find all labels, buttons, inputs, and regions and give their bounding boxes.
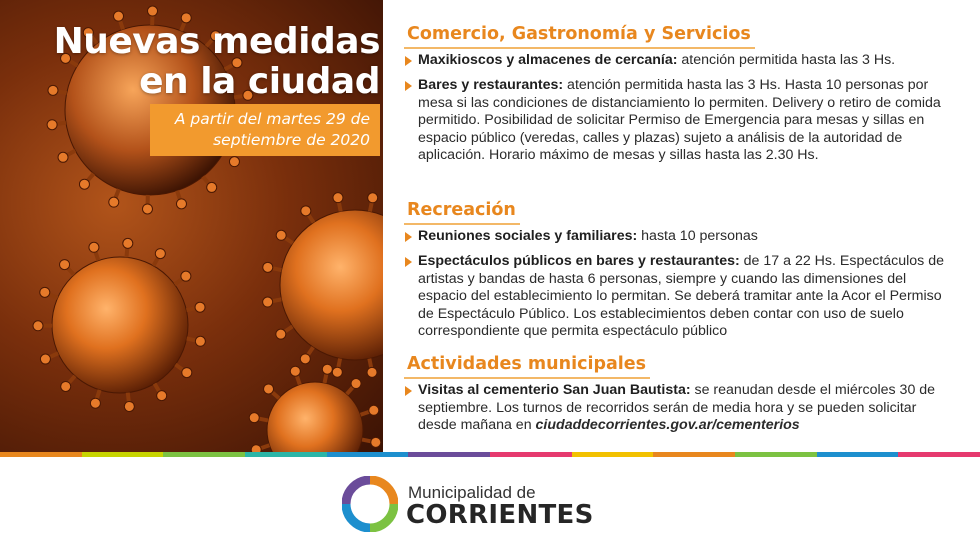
item-heading: Maxikioscos y almacenes de cercanía: xyxy=(418,52,678,68)
virus-spike-tip xyxy=(263,297,273,307)
color-stripe-segment xyxy=(82,452,164,457)
virus-spike-tip xyxy=(249,413,259,423)
color-stripe xyxy=(0,452,980,457)
virus-spike-tip xyxy=(109,197,119,207)
virus-spike-tip xyxy=(89,242,99,252)
item-text: de 17 a 22 Hs. Espectáculos de artistas y bandas de hasta 6 personas, siempre y cuando las dimensiones del espacio del establecimiento lo permitan. Se deberá tramitar ante la Acor el Permiso de Espectáculo Público. Los establecimientos deben contar con uso de suelo correspondiente que permita espectáculo público xyxy=(418,253,944,340)
color-stripe-segment xyxy=(0,452,82,457)
color-stripe-segment xyxy=(245,452,327,457)
virus-spike-tip xyxy=(181,271,191,281)
list-item xyxy=(404,253,956,341)
bullet-arrow-icon xyxy=(405,56,412,66)
color-stripe-segment xyxy=(408,452,490,457)
virus-spike-tip xyxy=(114,11,124,21)
color-stripe-segment xyxy=(163,452,245,457)
color-stripe-segment xyxy=(735,452,817,457)
virus-spike-tip xyxy=(251,445,261,452)
virus-spike-tip xyxy=(61,381,71,391)
virus-spike-tip xyxy=(157,391,167,401)
virus-spike-tip xyxy=(290,366,300,376)
virus-spike-tip xyxy=(276,329,286,339)
color-stripe-segment xyxy=(572,452,654,457)
color-stripe-segment xyxy=(327,452,409,457)
municipality-logo xyxy=(342,474,622,534)
virus-spike-tip xyxy=(371,437,381,447)
virus-spike-tip xyxy=(40,287,50,297)
list-item xyxy=(404,382,956,435)
section-title-comercio: Comercio, Gastronomía y Servicios xyxy=(404,21,755,49)
virus-spike-tip xyxy=(155,249,165,259)
virus-spike-tip xyxy=(40,354,50,364)
bullet-arrow-icon xyxy=(405,257,412,267)
virus-spike-tip xyxy=(60,260,70,270)
virus-spike-tip xyxy=(263,262,273,272)
virus-spike-tip xyxy=(195,302,205,312)
item-heading: Visitas al cementerio San Juan Bautista: xyxy=(418,382,691,398)
bullet-arrow-icon xyxy=(405,386,412,396)
virus-spike-tip xyxy=(195,336,205,346)
virus-spike-tip xyxy=(176,199,186,209)
hero-title xyxy=(20,22,380,102)
item-heading: Reuniones sociales y familiares: xyxy=(418,228,638,244)
color-stripe-segment xyxy=(898,452,980,457)
section-title-recreacion: Recreación xyxy=(404,197,520,225)
item-text: atención permitida hasta las 3 Hs. Hasta 10 personas por mesa si las condiciones de distanciamiento lo permiten. Delivery o retiro de comida permitido. Posibilidad de solicitar Permiso de Emergencia para mesas y sillas en espacio público (veredas, calles y plazas) sujeto a análisis de la autoridad de aplicación. Horario máximo de mesas y sillas hasta las 2.30 Hs. xyxy=(418,77,941,164)
section-title-actividades: Actividades municipales xyxy=(404,351,650,379)
virus-spike-tip xyxy=(367,367,377,377)
virus-spike-tip xyxy=(322,364,332,374)
item-text: atención permitida hasta las 3 Hs. xyxy=(677,52,896,68)
virus-spike-tip xyxy=(79,179,89,189)
virus-spike-tip xyxy=(301,206,311,216)
virus-spike-tip xyxy=(58,152,68,162)
item-text: se reanudan desde el miércoles 30 de septiembre. Los turnos de recorridos serán de media hora y se pueden solicitar desde mañana en xyxy=(418,382,936,434)
virus-spike-tip xyxy=(182,368,192,378)
virus-spike-tip xyxy=(300,354,310,364)
logo-text-municipalidad: Municipalidad de xyxy=(408,483,536,502)
virus-spike-tip xyxy=(333,193,343,203)
date-line1: A partir del martes 29 de xyxy=(174,110,370,128)
date-banner xyxy=(150,104,380,156)
virus-spike-tip xyxy=(142,204,152,214)
bullet-arrow-icon xyxy=(405,81,412,91)
list-item xyxy=(404,52,956,70)
color-stripe-segment xyxy=(653,452,735,457)
tricolor-ring-logo-icon xyxy=(342,476,398,532)
virus-spike-tip xyxy=(33,321,43,331)
virus-spike-tip xyxy=(264,384,274,394)
bullet-arrow-icon xyxy=(405,232,412,242)
date-line2: septiembre de 2020 xyxy=(213,131,370,149)
item-text: hasta 10 personas xyxy=(637,228,758,244)
logo-text-corrientes: CORRIENTES xyxy=(406,500,594,530)
virus-spike-tip xyxy=(229,157,239,167)
hero-title-line1: Nuevas medidas xyxy=(53,21,380,62)
color-stripe-segment xyxy=(817,452,899,457)
cementerios-link[interactable]: ciudaddecorrientes.gov.ar/cementerios xyxy=(535,417,800,434)
virus-spike-tip xyxy=(332,367,342,377)
virus-spike-tip xyxy=(369,405,379,415)
virus-spike-tip xyxy=(276,230,286,240)
virus-spike-tip xyxy=(90,398,100,408)
color-stripe-segment xyxy=(490,452,572,457)
virus-spike-tip xyxy=(124,401,134,411)
virus-spike-tip xyxy=(351,379,361,389)
list-item xyxy=(404,77,956,165)
hero-title-line2: en la ciudad xyxy=(139,61,380,102)
item-heading: Bares y restaurantes: xyxy=(418,77,564,93)
virus-spike-tip xyxy=(207,182,217,192)
virus-spike-tip xyxy=(148,6,158,16)
list-item xyxy=(404,228,956,246)
virus-spike-tip xyxy=(123,238,133,248)
hero-image-panel xyxy=(0,0,383,452)
virus-spike-tip xyxy=(368,193,378,203)
virus-spike-tip xyxy=(47,120,57,130)
item-heading: Espectáculos públicos en bares y restaurantes: xyxy=(418,253,740,269)
